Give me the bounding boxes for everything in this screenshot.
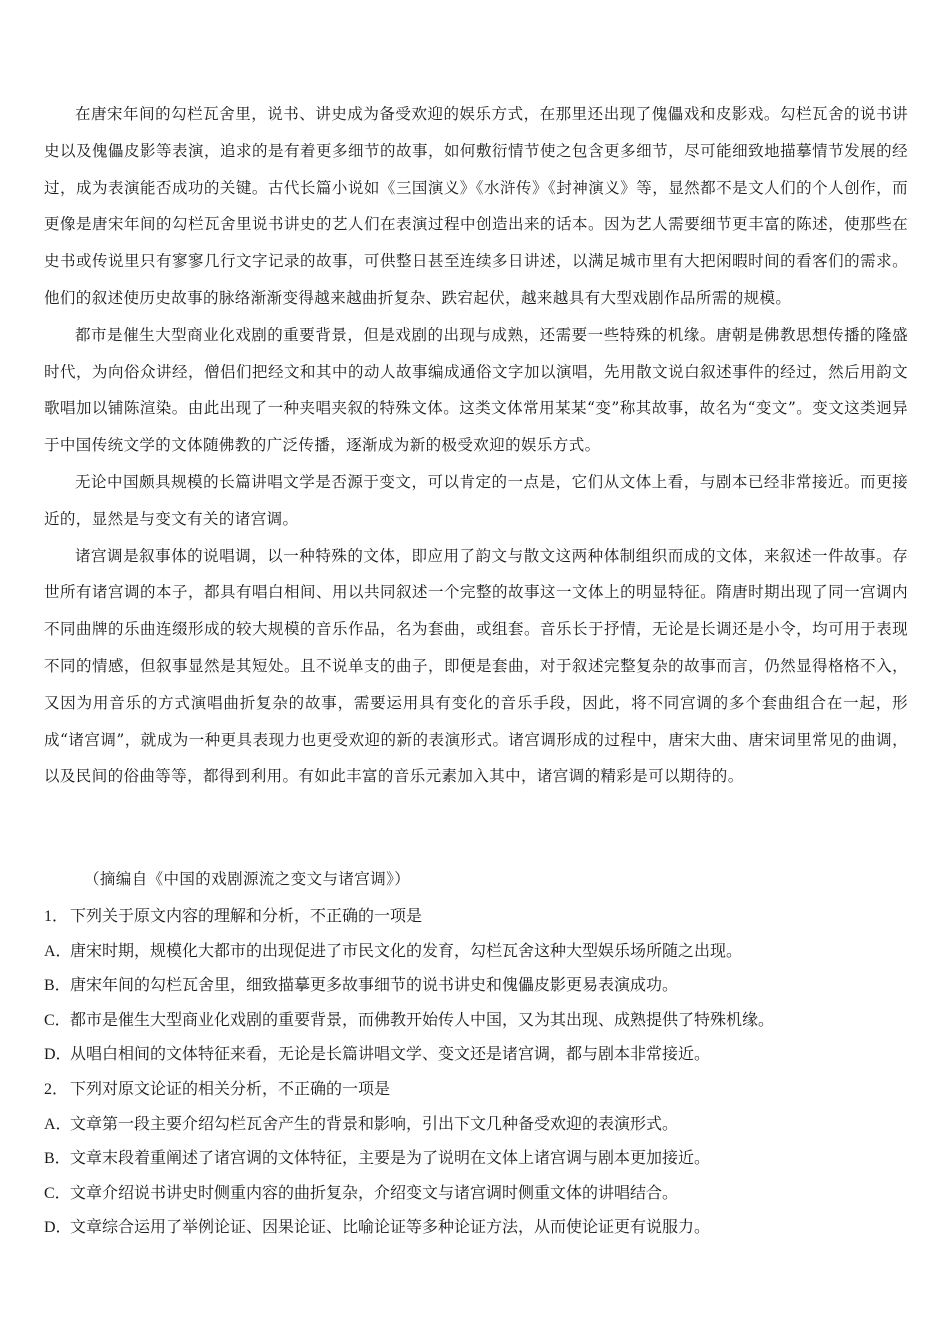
question-2 — [44, 1073, 914, 1246]
question-stem — [44, 1073, 914, 1108]
passage-paragraph-1: 在唐宋年间的勾栏瓦舍里，说书、讲史成为备受欢迎的娱乐方式，在那里还出现了傀儡戏和皮影戏。勾栏瓦舍的说书讲史以及傀儡皮影等表演，追求的是有着更多细节的故事，如何敷衍情节使之包含更多细节，尽可能细致地描摹情节发展的经过，成为表演能否成功的关键。古代长篇小说如《三国演义》《水浒传》《封神演义》等，显然都不是文人们的个人创作，而更像是唐宋年间的勾栏瓦舍里说书讲史的艺人们在表演过程中创造出来的话本。因为艺人需要细节更丰富的陈述，使那些在史书或传说里只有寥寥几行文字记录的故事，可供整日甚至连续多日讲述，以满足城市里有大把闲暇时间的看客们的需求。他们的叙述使历史故事的脉络渐渐变得越来越曲折复杂、跌宕起伏，越来越具有大型戏剧作品所需的规模。 — [44, 105, 908, 307]
question-number: 2． — [44, 1080, 69, 1098]
passage-source: （摘编自《中国的戏剧源流之变文与诸宫调》） — [84, 870, 411, 888]
option-letter: C． — [44, 1011, 71, 1029]
passage-paragraph-3: 无论中国颇具规模的长篇讲唱文学是否源于变文，可以肯定的一点是，它们从文体上看，与剧本已经非常接近。而更接近的，显然是与变文有关的诸宫调。 — [44, 472, 908, 528]
question-text: 下列关于原文内容的理解和分析，不正确的一项是 — [70, 908, 423, 925]
option-item — [44, 969, 914, 1004]
option-text: 都市是催生大型商业化戏剧的重要背景，而佛教开始传人中国，又为其出现、成熟提供了特殊机缘。 — [70, 1011, 775, 1029]
option-letter: A． — [44, 1115, 72, 1133]
option-letter: B． — [44, 1150, 71, 1168]
option-item — [44, 1142, 914, 1177]
option-item — [44, 1177, 914, 1212]
option-item — [44, 1004, 914, 1039]
question-text: 下列对原文论证的相关分析，不正确的一项是 — [70, 1080, 391, 1098]
question-1 — [44, 900, 914, 1073]
option-text: 文章介绍说书讲史时侧重内容的曲折复杂，介绍变文与诸宫调时侧重文体的讲唱结合。 — [70, 1184, 679, 1202]
question-number: 1． — [44, 908, 69, 925]
passage-paragraph-4: 诸宫调是叙事体的说唱调，以一种特殊的文体，即应用了韵文与散文这两种体制组织而成的文体，来叙述一件故事。存世所有诸宫调的本子，都具有唱白相间、用以共同叙述一个完整的故事这一文体上的明显特征。隋唐时期出现了同一宫调内不同曲牌的乐曲连缀形成的较大规模的音乐作品，名为套曲，或组套。音乐长于抒情，无论是长调还是小令，均可用于表现不同的情感，但叙事显然是其短处。且不说单支的曲子，即便是套曲，对于叙述完整复杂的故事而言，仍然显得格格不入，又因为用音乐的方式演唱曲折复杂的故事，需要运用具有变化的音乐手段，因此，将不同宫调的多个套曲组合在一起，形成“诸宫调”，就成为一种更具表现力也更受欢迎的新的表演形式。诸宫调形成的过程中，唐宋大曲、唐宋词里常见的曲调，以及民间的俗曲等等，都得到利用。有如此丰富的音乐元素加入其中，诸宫调的精彩是可以期待的。 — [44, 546, 908, 786]
option-text: 文章末段着重阐述了诸宫调的文体特征，主要是为了说明在文体上诸宫调与剧本更加接近。 — [70, 1150, 711, 1168]
option-text: 从唱白相间的文体特征来看，无论是长篇讲唱文学、变文还是诸宫调，都与剧本非常接近。 — [70, 1046, 711, 1064]
question-list — [44, 900, 914, 1246]
option-item — [44, 1108, 914, 1143]
option-letter: D． — [44, 1046, 72, 1064]
option-item — [44, 1211, 914, 1246]
option-letter: A． — [44, 942, 72, 960]
option-letter: D． — [44, 1219, 72, 1237]
option-text: 文章第一段主要介绍勾栏瓦舍产生的背景和影响，引出下文几种备受欢迎的表演形式。 — [70, 1115, 679, 1133]
option-text: 唐宋年间的勾栏瓦舍里，细致描摹更多故事细节的说书讲史和傀儡皮影更易表演成功。 — [70, 977, 679, 995]
question-stem — [44, 900, 914, 935]
passage-paragraph-2: 都市是催生大型商业化戏剧的重要背景，但是戏剧的出现与成熟，还需要一些特殊的机缘。唐朝是佛教思想传播的隆盛时代，为向俗众讲经，僧侣们把经文和其中的动人故事编成通俗文字加以演唱，先用散文说白叙述事件的经过，然后用韵文歌唱加以铺陈渲染。由此出现了一种夹唱夹叙的特殊文体。这类文体常用某某“变”称其故事，故名为“变文”。变文这类迥异于中国传统文学的文体随佛教的广泛传播，逐渐成为新的极受欢迎的娱乐方式。 — [44, 325, 908, 455]
option-text: 唐宋时期，规模化大都市的出现促进了市民文化的发育，勾栏瓦舍这种大型娱乐场所随之出现。 — [70, 942, 743, 960]
option-item — [44, 1038, 914, 1073]
option-item — [44, 935, 914, 970]
reading-passage — [44, 96, 908, 795]
option-letter: C． — [44, 1184, 71, 1202]
option-letter: B． — [44, 977, 71, 995]
option-text: 文章综合运用了举例论证、因果论证、比喻论证等多种论证方法，从而使论证更有说服力。 — [70, 1219, 711, 1237]
